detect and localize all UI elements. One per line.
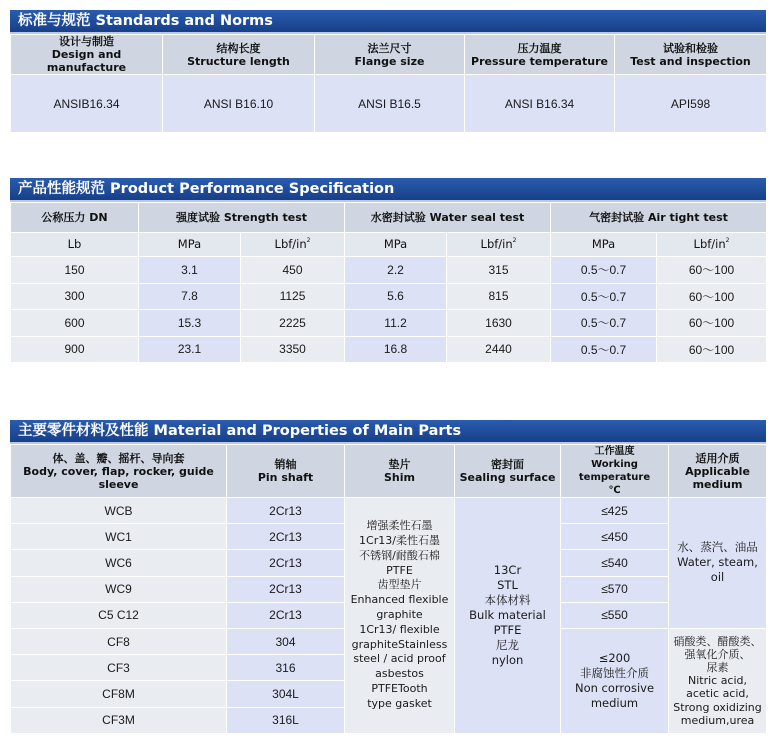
pin-shaft-cell: 2Cr13	[227, 498, 345, 524]
performance-cell: 60～100	[657, 257, 767, 284]
performance-cell: 2.2	[345, 257, 447, 284]
performance-cell: 0.5～0.7	[551, 283, 657, 310]
shim-cell-line: 1Cr13/柔性石墨	[359, 533, 440, 547]
applicable-medium-cell-line: medium,urea	[680, 713, 755, 727]
body-material-cell: WC6	[11, 550, 227, 576]
performance-cell: 11.2	[345, 310, 447, 337]
performance-cell: 23.1	[139, 336, 241, 363]
applicable-medium-cell	[669, 628, 767, 733]
pin-shaft-cell: 2Cr13	[227, 576, 345, 602]
working-temperature-cell: ≤540	[561, 550, 669, 576]
shim-cell-line: 齿型垫片	[377, 578, 422, 592]
performance-cell: 60～100	[657, 310, 767, 337]
value-design: ANSIB16.34	[11, 75, 163, 133]
performance-cell: 1630	[447, 310, 551, 337]
applicable-medium-cell-line: Strong oxidizing	[673, 700, 762, 714]
header-working-temperature: 工作温度 Working temperature ℃	[561, 445, 669, 498]
applicable-medium-cell-line: acetic acid,	[686, 687, 749, 701]
applicable-medium-cell-line: 硝酸类、醋酸类、	[673, 634, 762, 648]
header-strength-test: 强度试验 Strength test	[139, 203, 345, 233]
working-temperature-cell	[561, 628, 669, 733]
shim-cell-line: PTFE	[386, 563, 413, 577]
standards-table	[10, 34, 767, 133]
performance-cell: 0.5～0.7	[551, 257, 657, 284]
applicable-medium-cell	[669, 498, 767, 629]
shim-cell-line: asbestos	[375, 667, 424, 681]
pin-shaft-cell: 2Cr13	[227, 524, 345, 550]
sealing-surface-cell-line: Bulk material	[469, 607, 546, 622]
performance-cell: 150	[11, 257, 139, 284]
performance-cell: 600	[11, 310, 139, 337]
sealing-surface-cell-line: PTFE	[493, 622, 522, 637]
unit-lbf: Lbf/$in^2$	[447, 233, 551, 257]
value-test: API598	[615, 75, 767, 133]
performance-cell: 2440	[447, 336, 551, 363]
performance-cell: 1125	[241, 283, 345, 310]
header-pin-shaft: 销轴 Pin shaft	[227, 445, 345, 498]
performance-cell: 5.6	[345, 283, 447, 310]
shim-cell-line: type gasket	[367, 696, 432, 710]
header-design: 设计与制造 Design and manufacture	[11, 35, 163, 75]
header-flange: 法兰尺寸 Flange size	[315, 35, 465, 75]
sealing-surface-cell	[455, 498, 561, 734]
working-temperature-cell-line: 非腐蚀性介质	[580, 665, 649, 680]
performance-row	[11, 257, 767, 284]
working-temperature-cell: ≤570	[561, 576, 669, 602]
working-temperature-cell-line: Non corrosive	[574, 680, 655, 695]
shim-cell-line: 不锈钢/耐酸石棉	[359, 548, 440, 562]
shim-cell-line: PTFETooth	[371, 681, 428, 695]
shim-cell-line: steel / acid proof	[353, 652, 446, 666]
section-title-materials: 主要零件材料及性能 Material and Properties of Main Parts	[10, 420, 766, 442]
applicable-medium-cell-line: 水、蒸汽、油品	[677, 540, 758, 555]
applicable-medium-cell-line: Water, steam, oil	[677, 555, 758, 585]
performance-row	[11, 336, 767, 363]
sealing-surface-cell-line: STL	[497, 577, 518, 592]
applicable-medium-cell-line: 强氧化介质、	[684, 647, 751, 661]
body-material-cell: CF8	[11, 628, 227, 654]
working-temperature-cell-line: ≤200	[598, 650, 631, 665]
body-material-cell: CF8M	[11, 681, 227, 707]
working-temperature-cell: ≤550	[561, 602, 669, 628]
working-temperature-cell: ≤450	[561, 524, 669, 550]
pin-shaft-cell: 304L	[227, 681, 345, 707]
performance-cell: 815	[447, 283, 551, 310]
pin-shaft-cell: 316L	[227, 707, 345, 733]
performance-cell: 3350	[241, 336, 345, 363]
body-material-cell: CF3M	[11, 707, 227, 733]
performance-cell: 7.8	[139, 283, 241, 310]
performance-cell: 0.5～0.7	[551, 310, 657, 337]
sealing-surface-cell-line: 13Cr	[493, 562, 522, 577]
pin-shaft-cell: 304	[227, 628, 345, 654]
material-row	[11, 498, 767, 524]
header-sealing-surface: 密封面 Sealing surface	[455, 445, 561, 498]
applicable-medium-cell-line: Nitric acid,	[687, 674, 748, 688]
performance-cell: 900	[11, 336, 139, 363]
body-material-cell: C5 C12	[11, 602, 227, 628]
sealing-surface-cell-line: nylon	[491, 652, 524, 667]
sealing-surface-cell-line: 本体材料	[484, 592, 531, 607]
unit-mpa: MPa	[345, 233, 447, 257]
performance-cell: 0.5～0.7	[551, 336, 657, 363]
value-structure: ANSI B16.10	[163, 75, 315, 133]
section-title-standards: 标准与规范 Standards and Norms	[10, 10, 766, 32]
materials-table	[10, 444, 767, 734]
value-pressure-temp: ANSI B16.34	[465, 75, 615, 133]
header-applicable-medium: 适用介质 Applicable medium	[669, 445, 767, 498]
unit-mpa: MPa	[551, 233, 657, 257]
pin-shaft-cell: 316	[227, 655, 345, 681]
performance-table	[10, 202, 767, 363]
performance-cell: 16.8	[345, 336, 447, 363]
unit-mpa: MPa	[139, 233, 241, 257]
working-temperature-cell-line: medium	[590, 695, 639, 710]
header-nominal-pressure: 公称压力 DN	[11, 203, 139, 233]
body-material-cell: WCB	[11, 498, 227, 524]
section-title-performance: 产品性能规范 Product Performance Specification	[10, 178, 766, 200]
value-flange: ANSI B16.5	[315, 75, 465, 133]
applicable-medium-cell-line: 尿素	[706, 661, 729, 674]
performance-cell: 3.1	[139, 257, 241, 284]
shim-cell-line: 1Cr13/ flexible	[359, 622, 440, 636]
performance-row	[11, 283, 767, 310]
header-structure: 结构长度 Structure length	[163, 35, 315, 75]
sealing-surface-cell-line: 尼龙	[496, 637, 519, 652]
body-material-cell: CF3	[11, 655, 227, 681]
shim-cell-line: Enhanced flexible	[350, 593, 449, 607]
pin-shaft-cell: 2Cr13	[227, 550, 345, 576]
shim-cell-line: graphite	[376, 607, 423, 621]
performance-row	[11, 310, 767, 337]
pin-shaft-cell: 2Cr13	[227, 602, 345, 628]
shim-cell-line: 增强柔性石墨	[366, 519, 433, 533]
working-temperature-cell: ≤425	[561, 498, 669, 524]
header-pressure-temp: 压力温度 Pressure temperature	[465, 35, 615, 75]
body-material-cell: WC1	[11, 524, 227, 550]
unit-lbf: Lbf/$in^2$	[241, 233, 345, 257]
performance-cell: 60～100	[657, 336, 767, 363]
header-test: 试验和检验 Test and inspection	[615, 35, 767, 75]
unit-lbf: Lbf/$in^2$	[657, 233, 767, 257]
performance-cell: 2225	[241, 310, 345, 337]
performance-cell: 315	[447, 257, 551, 284]
header-body: 体、盖、瓣、摇杆、导向套 Body, cover, flap, rocker, guide sleeve	[11, 445, 227, 498]
header-shim: 垫片 Shim	[345, 445, 455, 498]
unit-lb: Lb	[11, 233, 139, 257]
header-water-seal: 水密封试验 Water seal test	[345, 203, 551, 233]
performance-cell: 15.3	[139, 310, 241, 337]
body-material-cell: WC9	[11, 576, 227, 602]
shim-cell	[345, 498, 455, 734]
header-air-tight: 气密封试验 Air tight test	[551, 203, 767, 233]
performance-cell: 300	[11, 283, 139, 310]
shim-cell-line: graphiteStainless	[351, 637, 448, 651]
performance-cell: 450	[241, 257, 345, 284]
performance-cell: 60～100	[657, 283, 767, 310]
